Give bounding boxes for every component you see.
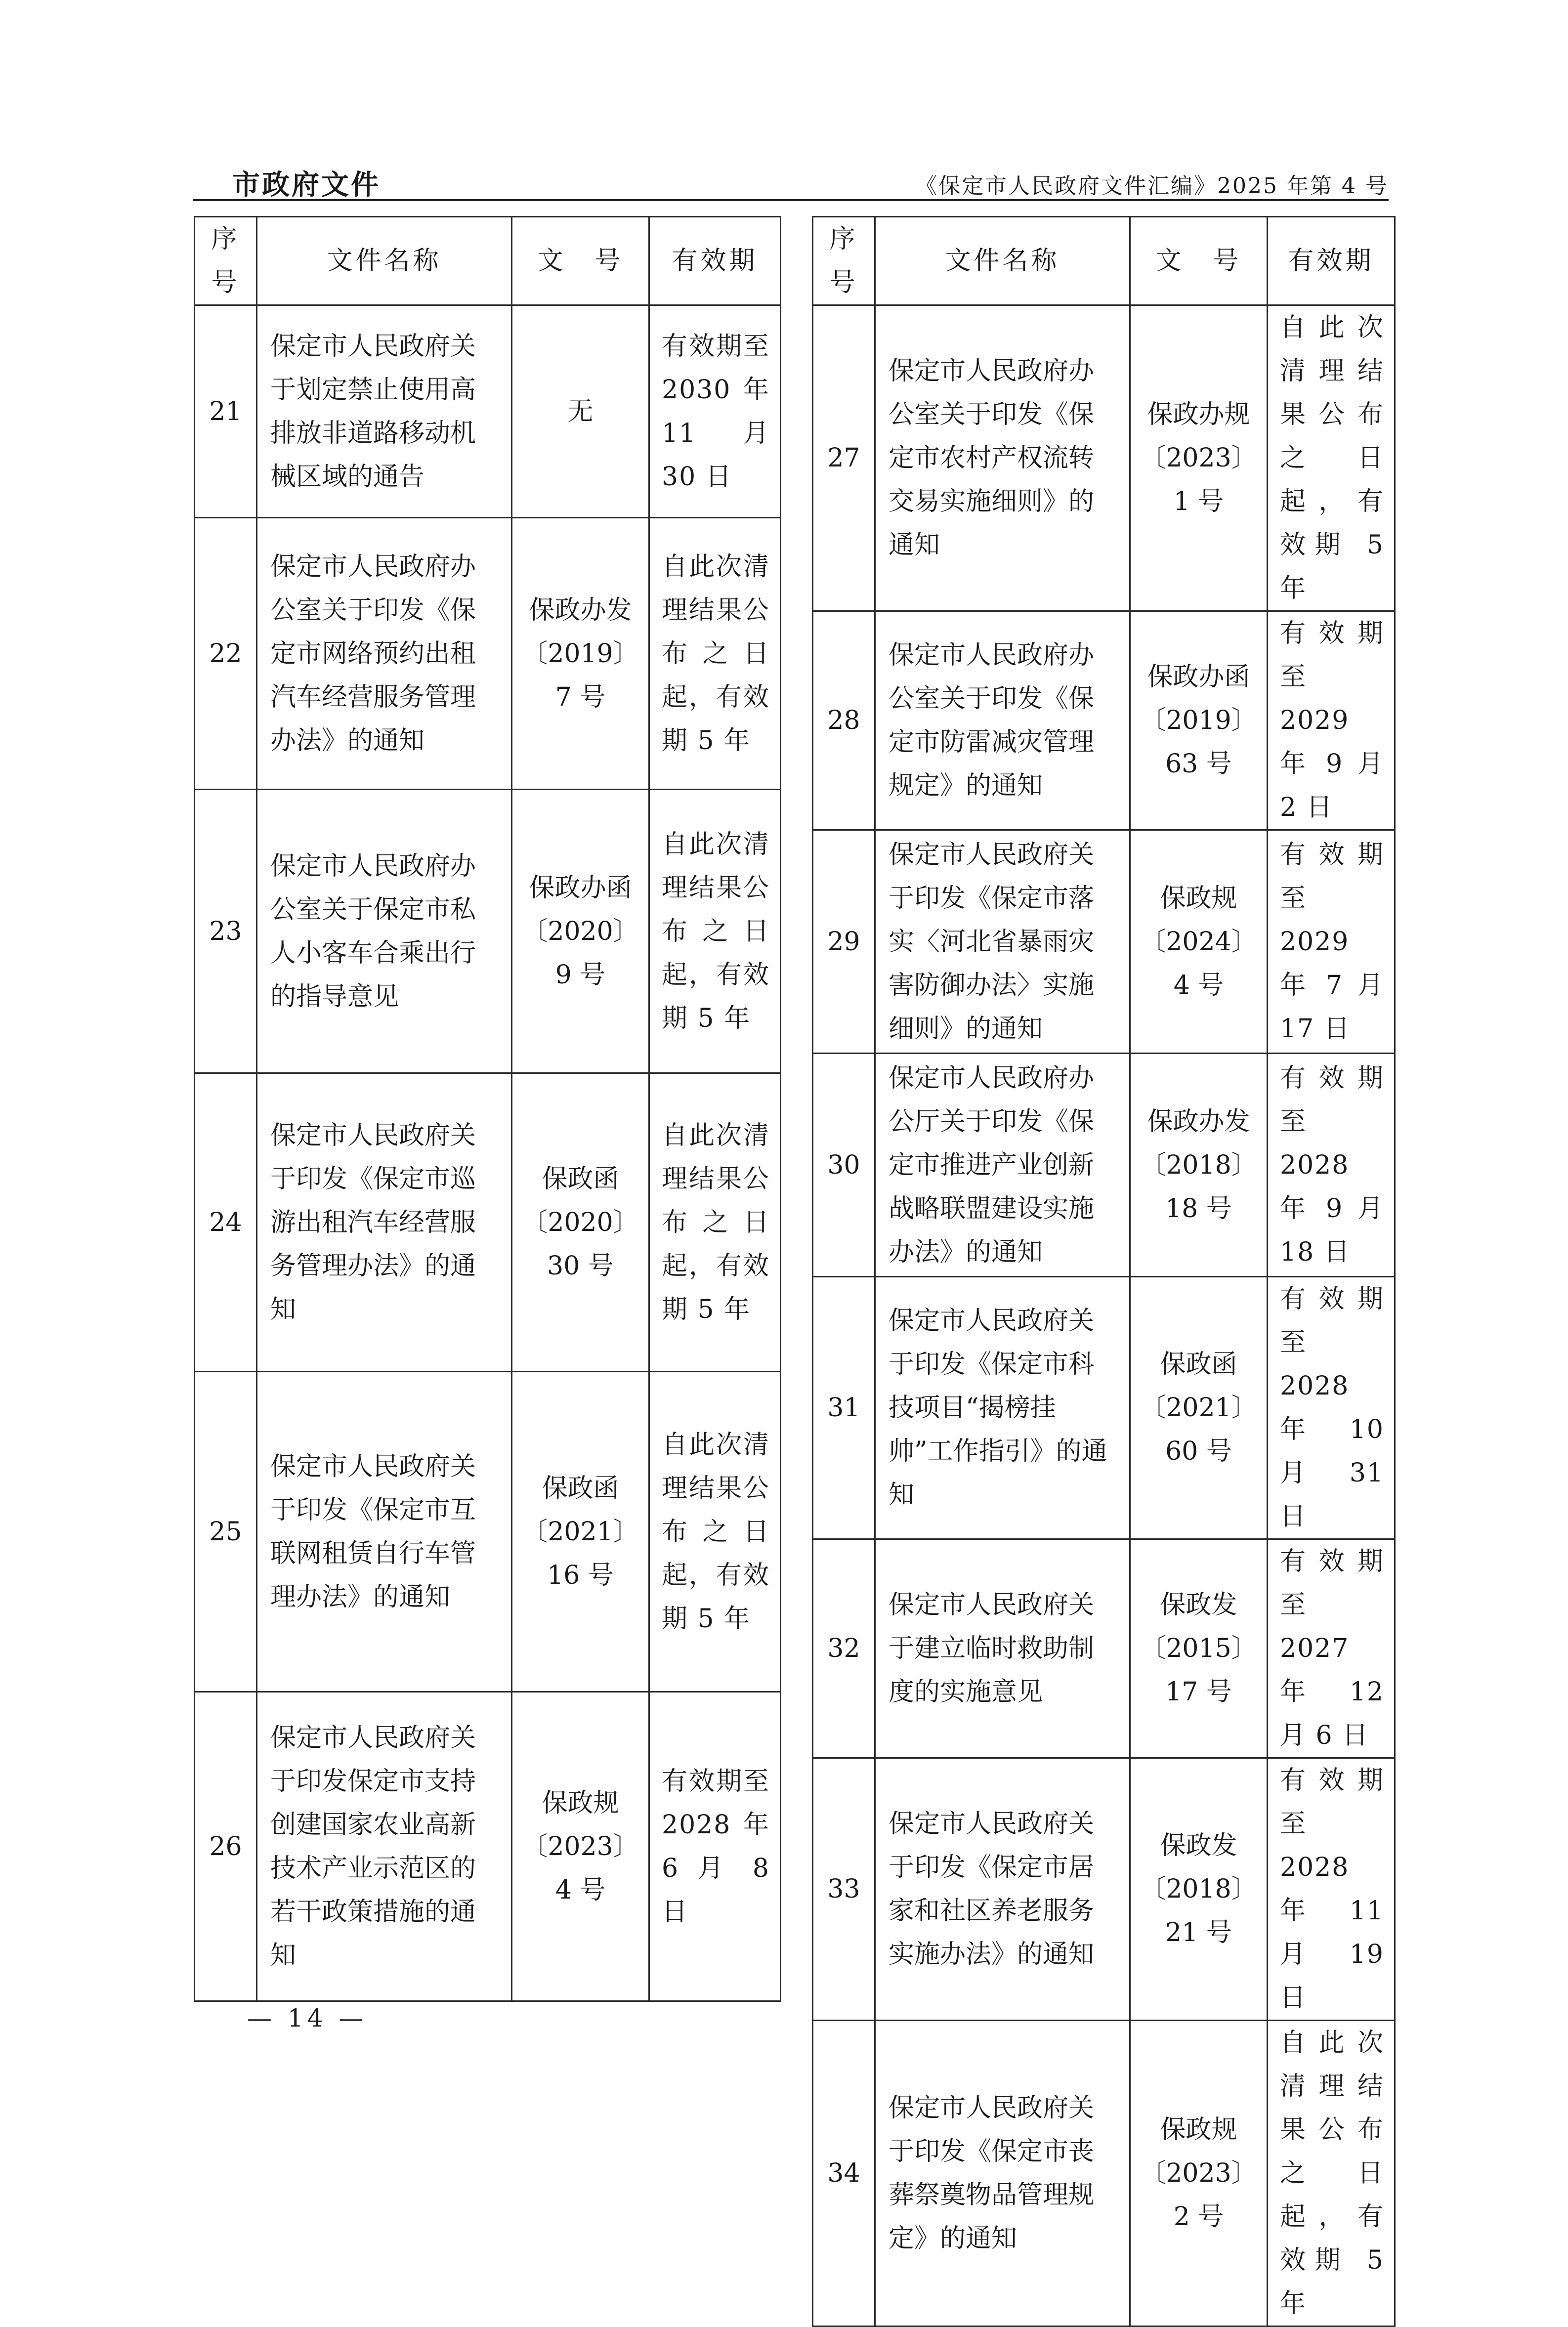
row-number: 26 — [195, 1692, 257, 2001]
table-row — [195, 790, 781, 1073]
document-name: 保定市人民政府关于印发保定市支持创建国家农业高新技术产业示范区的若干政策措施的通知 — [257, 1692, 512, 2001]
row-number: 25 — [195, 1372, 257, 1692]
col-header-doc-no: 文 号 — [1130, 217, 1268, 305]
validity-period: 有效期至 2028 年 11 月 19 日 — [1268, 1758, 1395, 2021]
table-row — [813, 2021, 1395, 2327]
validity-period: 自此次清理结果公布之日起，有效期 5 年 — [649, 1372, 781, 1692]
table-row — [195, 1372, 781, 1692]
validity-period: 有效期至 2028 年 6 月 8 日 — [649, 1692, 781, 2001]
document-name: 保定市人民政府关于印发《保定市互联网租赁自行车管理办法》的通知 — [257, 1372, 512, 1692]
left-document-table — [194, 216, 781, 2002]
document-name: 保定市人民政府关于印发《保定市落实〈河北省暴雨灾害防御办法〉实施细则》的通知 — [875, 830, 1130, 1054]
document-name: 保定市人民政府办公室关于印发《保定市防雷减灾管理规定》的通知 — [875, 611, 1130, 830]
row-number: 34 — [813, 2021, 875, 2327]
document-number: 保政规〔2023〕2 号 — [1130, 2021, 1268, 2327]
table-header-row — [813, 217, 1395, 305]
validity-period: 自此次清理结果公布之日起，有效期 5 年 — [649, 790, 781, 1073]
row-number: 21 — [195, 305, 257, 518]
table-row — [195, 518, 781, 790]
document-number: 保政规〔2024〕4 号 — [1130, 830, 1268, 1054]
validity-period: 有效期至 2028 年 9 月 18 日 — [1268, 1054, 1395, 1277]
document-name: 保定市人民政府关于印发《保定市居家和社区养老服务实施办法》的通知 — [875, 1758, 1130, 2021]
row-number: 27 — [813, 305, 875, 611]
row-number: 28 — [813, 611, 875, 830]
header-divider — [193, 199, 1389, 201]
table-row — [813, 1758, 1395, 2021]
table-row — [813, 305, 1395, 611]
validity-period: 自此次清理结果公布之日起，有效期 5 年 — [1268, 2021, 1395, 2327]
row-number: 32 — [813, 1539, 875, 1758]
row-number: 24 — [195, 1073, 257, 1372]
row-number: 30 — [813, 1054, 875, 1277]
page-number: — 14 — — [247, 2004, 368, 2032]
document-name: 保定市人民政府关于印发《保定市科技项目“揭榜挂帅”工作指引》的通知 — [875, 1277, 1130, 1539]
col-header-number: 序号 — [813, 217, 875, 305]
table-row — [813, 1277, 1395, 1539]
document-number: 保政办函〔2019〕63 号 — [1130, 611, 1268, 830]
row-number: 23 — [195, 790, 257, 1073]
document-number: 保政办规〔2023〕1 号 — [1130, 305, 1268, 611]
col-header-doc-no: 文 号 — [512, 217, 649, 305]
document-number: 保政函〔2021〕16 号 — [512, 1372, 649, 1692]
document-number: 保政办发〔2018〕18 号 — [1130, 1054, 1268, 1277]
document-name: 保定市人民政府关于印发《保定市巡游出租汽车经营服务管理办法》的通知 — [257, 1073, 512, 1372]
table-row — [813, 1539, 1395, 1758]
running-header — [193, 159, 1389, 204]
document-name: 保定市人民政府办公室关于保定市私人小客车合乘出行的指导意见 — [257, 790, 512, 1073]
document-number: 保政办发〔2019〕7 号 — [512, 518, 649, 790]
document-number: 保政发〔2015〕17 号 — [1130, 1539, 1268, 1758]
validity-period: 有效期至 2027 年 12 月 6 日 — [1268, 1539, 1395, 1758]
col-header-name: 文件名称 — [257, 217, 512, 305]
document-number: 保政发〔2018〕21 号 — [1130, 1758, 1268, 2021]
document-number: 保政函〔2020〕30 号 — [512, 1073, 649, 1372]
row-number: 22 — [195, 518, 257, 790]
header-section-label: 市政府文件 — [232, 169, 381, 201]
col-header-validity: 有效期 — [649, 217, 781, 305]
document-name: 保定市人民政府办公厅关于印发《保定市推进产业创新战略联盟建设实施办法》的通知 — [875, 1054, 1130, 1277]
header-publication-title: 《保定市人民政府文件汇编》2025 年第 4 号 — [915, 173, 1389, 199]
document-number: 保政办函〔2020〕9 号 — [512, 790, 649, 1073]
document-name: 保定市人民政府关于建立临时救助制度的实施意见 — [875, 1539, 1130, 1758]
validity-period: 有效期至 2029 年 9 月 2 日 — [1268, 611, 1395, 830]
right-document-table — [812, 216, 1396, 2327]
table-header-row — [195, 217, 781, 305]
table-row — [195, 1073, 781, 1372]
col-header-number: 序号 — [195, 217, 257, 305]
row-number: 31 — [813, 1277, 875, 1539]
validity-period: 自此次清理结果公布之日起，有效期 5 年 — [649, 518, 781, 790]
table-row — [813, 1054, 1395, 1277]
table-row — [813, 830, 1395, 1054]
validity-period: 自此次清理结果公布之日起，有效期 5 年 — [649, 1073, 781, 1372]
document-name: 保定市人民政府办公室关于印发《保定市农村产权流转交易实施细则》的通知 — [875, 305, 1130, 611]
row-number: 33 — [813, 1758, 875, 2021]
validity-period: 自此次清理结果公布之日起，有效期 5 年 — [1268, 305, 1395, 611]
validity-period: 有效期至 2030 年 11 月 30 日 — [649, 305, 781, 518]
validity-period: 有效期至 2029 年 7 月 17 日 — [1268, 830, 1395, 1054]
document-number: 保政函〔2021〕60 号 — [1130, 1277, 1268, 1539]
table-row — [195, 305, 781, 518]
table-row — [195, 1692, 781, 2001]
validity-period: 有效期至 2028 年 10 月 31 日 — [1268, 1277, 1395, 1539]
document-name: 保定市人民政府办公室关于印发《保定市网络预约出租汽车经营服务管理办法》的通知 — [257, 518, 512, 790]
row-number: 29 — [813, 830, 875, 1054]
document-number: 无 — [512, 305, 649, 518]
document-name: 保定市人民政府关于印发《保定市丧葬祭奠物品管理规定》的通知 — [875, 2021, 1130, 2327]
col-header-validity: 有效期 — [1268, 217, 1395, 305]
document-name: 保定市人民政府关于划定禁止使用高排放非道路移动机械区域的通告 — [257, 305, 512, 518]
col-header-name: 文件名称 — [875, 217, 1130, 305]
table-row — [813, 611, 1395, 830]
document-number: 保政规〔2023〕4 号 — [512, 1692, 649, 2001]
